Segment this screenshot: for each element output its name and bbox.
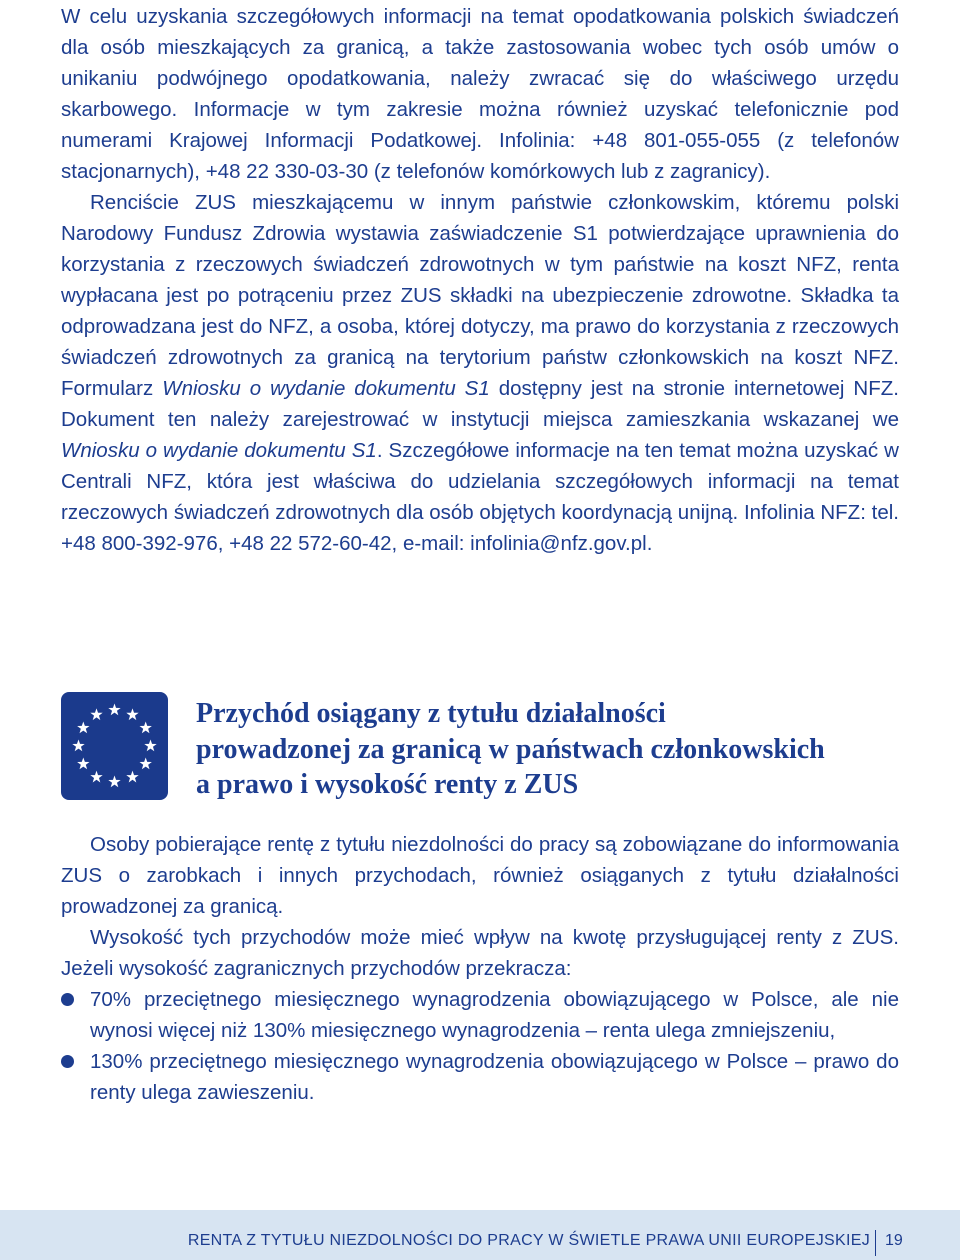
section-title-line-3: a prawo i wysokość renty z ZUS <box>196 769 579 800</box>
list-item <box>61 984 899 1046</box>
star-icon <box>108 776 120 788</box>
bullet-icon <box>61 993 74 1006</box>
list-item <box>61 1046 899 1108</box>
star-icon <box>140 758 152 770</box>
star-icon <box>90 708 102 720</box>
paragraph-nfz-part-b: dostępny jest na stronie internetowej NFZ. Dokument ten należy zarejestrować w instytucji miejsca zamieszkania wskazanej we <box>61 377 899 431</box>
list-item-text: 130% przeciętnego miesięcznego wynagrodzenia obowiązującego w Polsce – prawo do renty ulega zawieszeniu. <box>90 1050 899 1104</box>
paragraph-tax-info: W celu uzyskania szczegółowych informacji na temat opodatkowania polskich świadczeń dla osób mieszkających za granicą, a także zastosowania wobec tych osób umów o unikaniu podwójnego opodatkowania, należy zwracać się do właściwego urzędu skarbowego. Informacje w tym zakresie można również uzyskać telefonicznie pod numerami Krajowej Informacji Podatkowej. Infolinia: +48 801-055-055 (z telefonów stacjonarnych), +48 22 330-03-30 (z telefonów komórkowych lub z zagranicy). <box>61 5 899 183</box>
section-title-line-2: prowadzonej za granicą w państwach członkowskich <box>196 733 825 765</box>
form-name-s1-second: Wniosku o wydanie dokumentu S1 <box>61 439 377 462</box>
footer-divider <box>875 1230 876 1256</box>
star-icon <box>108 704 120 716</box>
star-icon <box>90 771 102 783</box>
star-icon <box>126 771 138 783</box>
section-title <box>196 696 896 803</box>
paragraph-nfz-part-c: . Szczegółowe informacje na ten temat można uzyskać w Centrali NFZ, która jest właściwa do udzielania szczegółowych informacji na temat rzeczowych świadczeń zdrowotnych dla osób objętych koordynacją unijną. Infolinia NFZ: tel. +48 800-392-976, +48 22 572-60-42, e-mail: infolinia@nfz.gov.pl. <box>61 439 899 555</box>
paragraph-reporting-duty: Osoby pobierające rentę z tytułu niezdolności do pracy są zobowiązane do informowania ZUS o zarobkach i innych przychodach, również osiąganych z tytułu działalności prowadzonej za granicą. <box>61 833 899 918</box>
eu-flag-icon <box>61 692 168 800</box>
body-text-top <box>61 0 899 559</box>
section-title-line-1: Przychód osiągany z tytułu działalności <box>196 698 666 729</box>
star-icon <box>126 708 138 720</box>
eu-stars <box>61 692 168 800</box>
section-header <box>61 692 899 802</box>
page-number: 19 <box>885 1232 903 1249</box>
footer-title: RENTA Z TYTUŁU NIEZDOLNOŚCI DO PRACY W ŚWIETLE PRAWA UNII EUROPEJSKIEJ <box>187 1232 870 1249</box>
star-icon <box>77 758 89 770</box>
list-item-text: 70% przeciętnego miesięcznego wynagrodzenia obowiązującego w Polsce, ale nie wynosi więcej niż 130% miesięcznego wynagrodzenia – renta ulega zmniejszeniu, <box>90 988 899 1042</box>
paragraph-income-threshold: Wysokość tych przychodów może mieć wpływ na kwotę przysługującej renty z ZUS. Jeżeli wysokość zagranicznych przychodów przekracza: <box>61 926 899 980</box>
footer-band <box>0 1210 960 1260</box>
threshold-list <box>61 984 899 1108</box>
star-icon <box>144 740 156 752</box>
form-name-s1: Wniosku o wydanie dokumentu S1 <box>162 377 490 400</box>
body-text-bottom <box>61 829 899 1108</box>
paragraph-nfz-info <box>61 187 899 559</box>
star-icon <box>77 722 89 734</box>
star-icon <box>140 722 152 734</box>
paragraph-nfz-part-a: Renciście ZUS mieszkającemu w innym państwie członkowskim, któremu polski Narodowy Fundusz Zdrowia wystawia zaświadczenie S1 potwierdzające uprawnienia do korzystania z rzeczowych świadczeń zdrowotnych w tym państwie na koszt NFZ, renta wypłacana jest po potrąceniu przez ZUS składki na ubezpieczenie zdrowotne. Składka ta odprowadzana jest do NFZ, a osoba, której dotyczy, ma prawo do korzystania z rzeczowych świadczeń zdrowotnych za granicą na terytorium państw członkowskich na koszt NFZ. Formularz <box>61 191 899 400</box>
star-icon <box>72 740 84 752</box>
bullet-icon <box>61 1055 74 1068</box>
